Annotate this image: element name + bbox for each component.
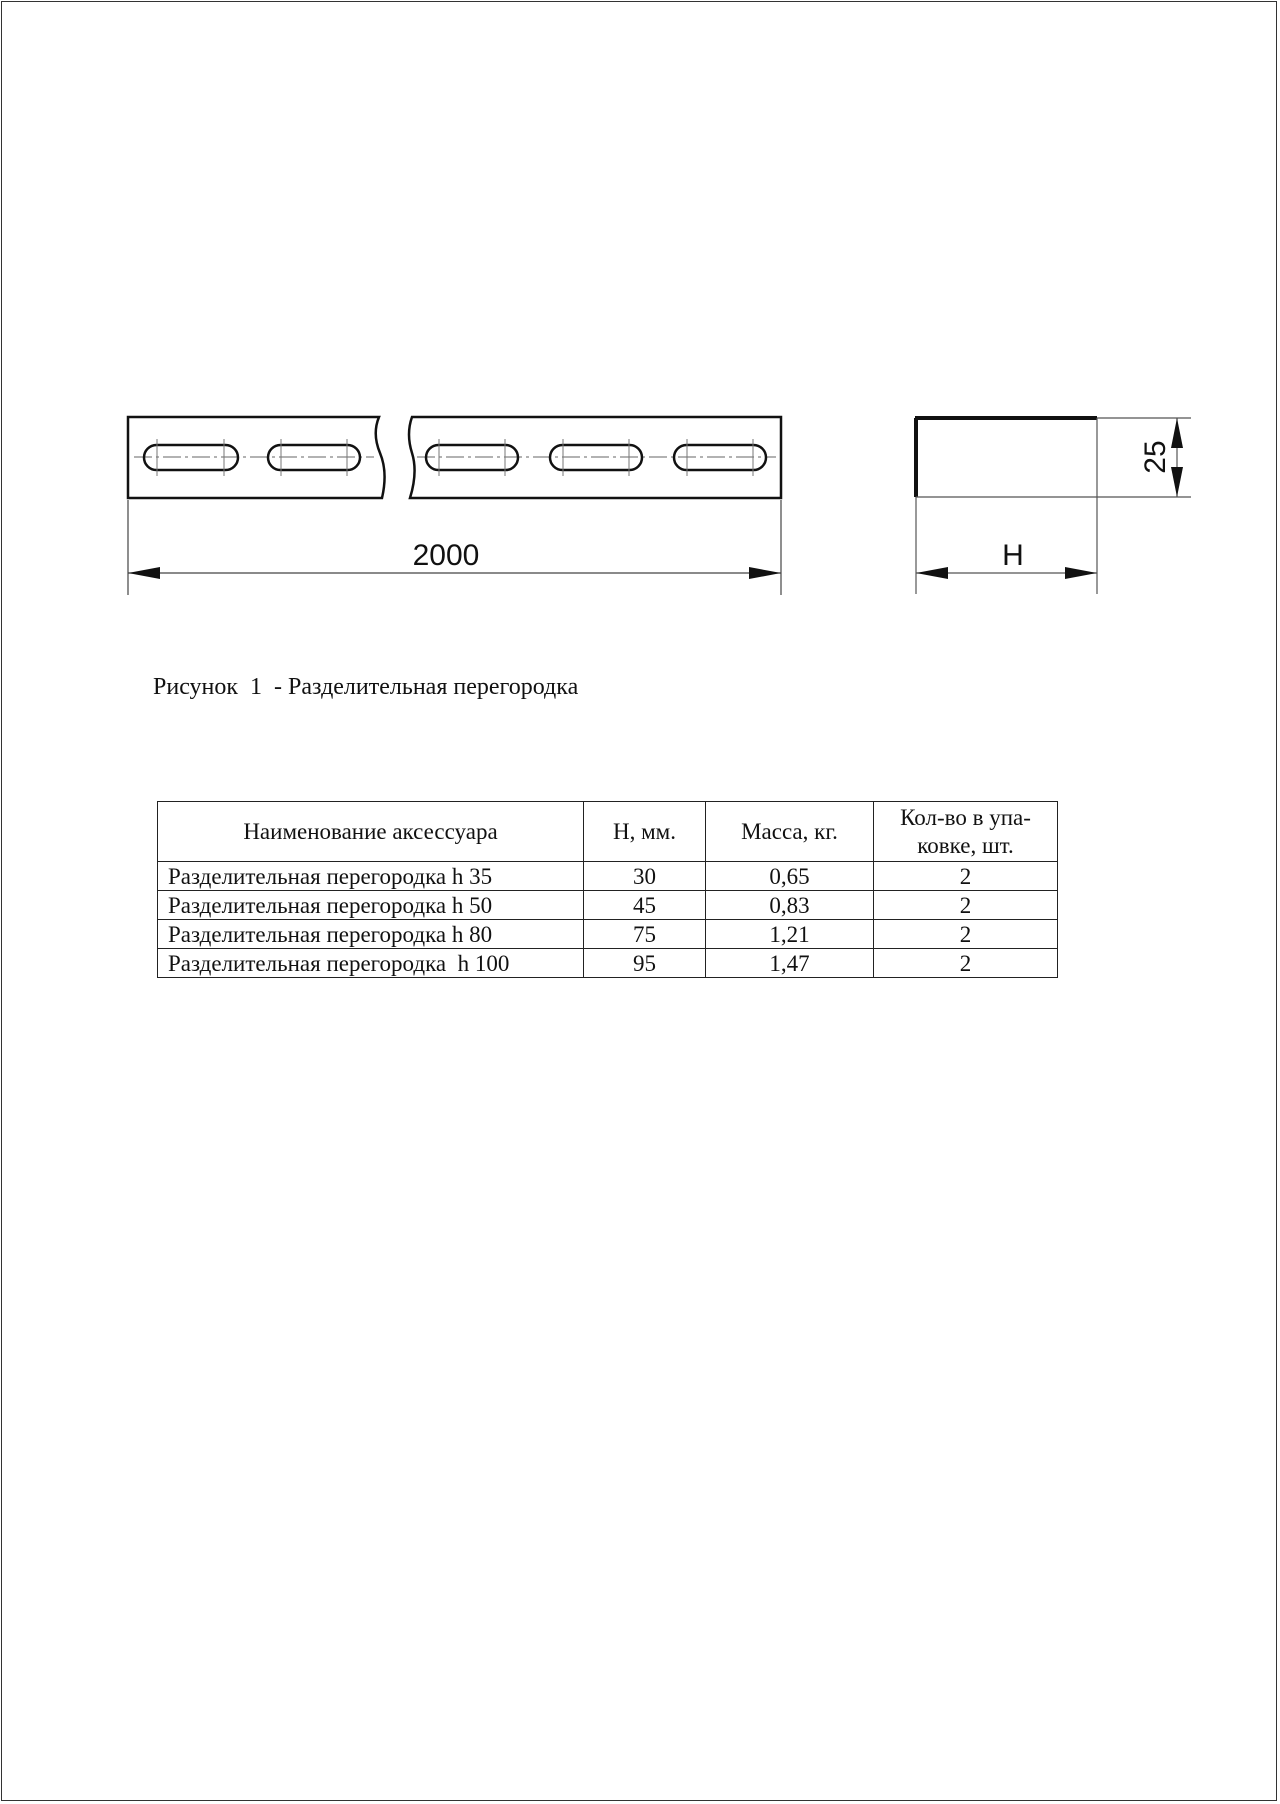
document-page	[1, 1, 1277, 1801]
accessories-table	[157, 801, 1058, 978]
cell-h: 95	[584, 949, 706, 978]
header-qty: Кол-во в упа-ковке, шт.	[874, 802, 1058, 862]
cell-h: 30	[584, 862, 706, 891]
cell-qty: 2	[874, 891, 1058, 920]
cell-qty: 2	[874, 949, 1058, 978]
cell-mass: 0,83	[706, 891, 874, 920]
cell-mass: 1,47	[706, 949, 874, 978]
cell-mass: 0,65	[706, 862, 874, 891]
cell-qty: 2	[874, 920, 1058, 949]
header-mass: Масса, кг.	[706, 802, 874, 862]
arrow-25-down	[1171, 467, 1183, 497]
cell-name: Разделительная перегородка h 35	[158, 862, 584, 891]
length-dimension-label: 2000	[412, 539, 480, 572]
table-row	[158, 891, 1058, 920]
table-header-row	[158, 802, 1058, 862]
header-name: Наименование аксессуара	[158, 802, 584, 862]
figure-caption: Рисунок 1 - Разделительная перегородка	[153, 674, 579, 700]
cell-name: Разделительная перегородка h 100	[158, 949, 584, 978]
cell-mass: 1,21	[706, 920, 874, 949]
table-row	[158, 920, 1058, 949]
arrow-left	[128, 567, 160, 579]
arrow-h-left	[916, 567, 948, 579]
cell-qty: 2	[874, 862, 1058, 891]
cell-h: 45	[584, 891, 706, 920]
table-row	[158, 949, 1058, 978]
arrow-right	[749, 567, 781, 579]
table-row	[158, 862, 1058, 891]
header-h: Н, мм.	[584, 802, 706, 862]
cell-name: Разделительная перегородка h 80	[158, 920, 584, 949]
arrow-h-right	[1065, 567, 1097, 579]
cell-h: 75	[584, 920, 706, 949]
height-dimension-label: 25	[1139, 440, 1172, 474]
cell-name: Разделительная перегородка h 50	[158, 891, 584, 920]
arrow-25-up	[1171, 418, 1183, 448]
width-dimension-label: H	[1002, 539, 1024, 572]
technical-drawing	[2, 2, 1278, 642]
